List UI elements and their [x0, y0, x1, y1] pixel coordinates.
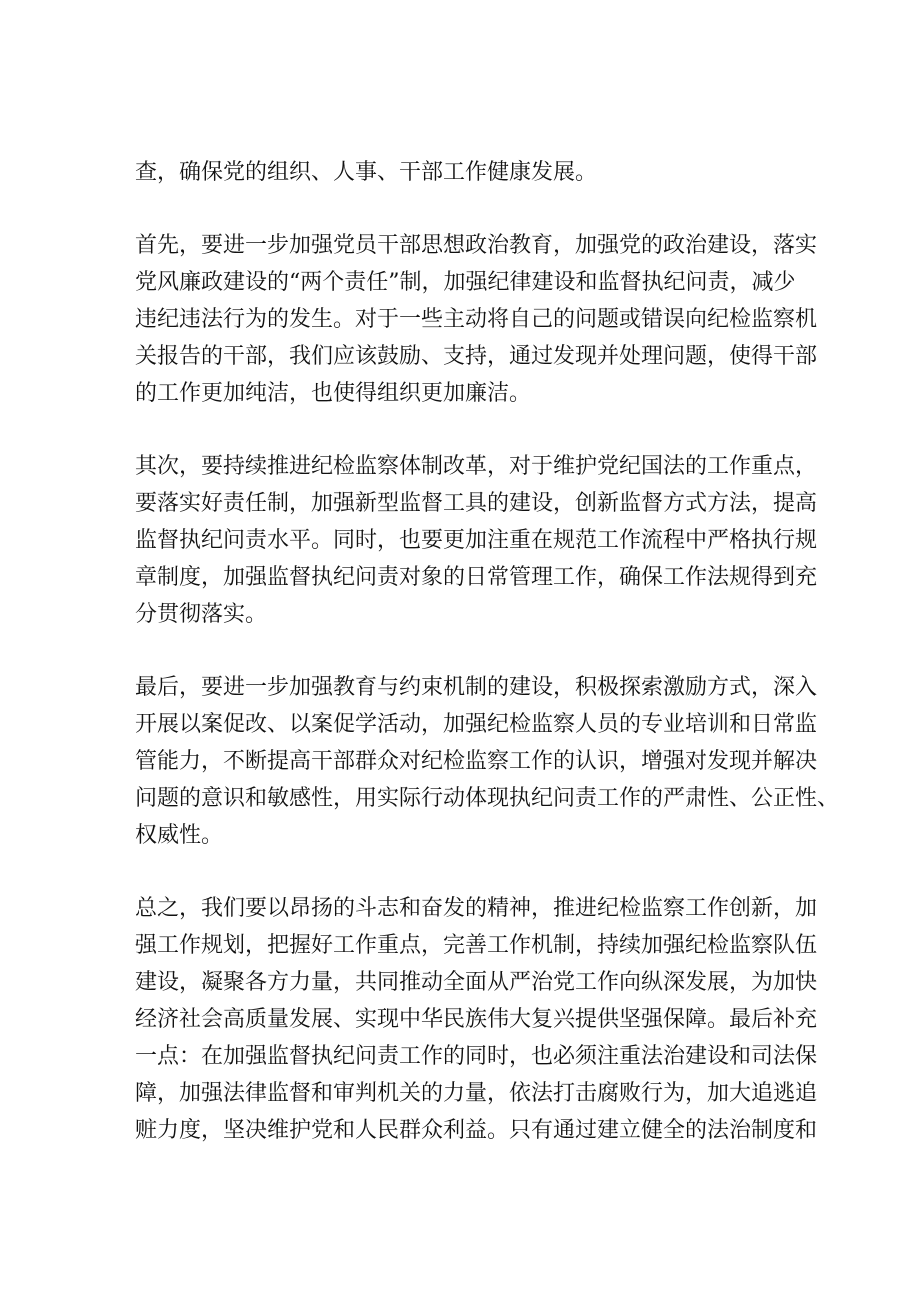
text-line: 要落实好责任制，加强新型监督工具的建设，创新监督方式方法，提高 — [135, 491, 818, 516]
text-line: 开展以案促改、以案促学活动，加强纪检监察人员的专业培训和日常监 — [135, 712, 818, 737]
text-line: 问题的意识和敏感性，用实际行动体现执纪问责工作的严肃性、公正性、 — [135, 786, 840, 811]
text-line: 查，确保党的组织、人事、干部工作健康发展。 — [135, 160, 598, 185]
text-line: 一点：在加强监督执纪问责工作的同时，也必须注重法治建设和司法保 — [135, 1044, 818, 1069]
text-line: 强工作规划，把握好工作重点，完善工作机制，持续加强纪检监察队伍 — [135, 933, 818, 958]
text-line: 障，加强法律监督和审判机关的力量，依法打击腐败行为，加大追逃追 — [135, 1081, 818, 1106]
paragraph-5 — [135, 890, 818, 1149]
paragraph-3 — [135, 448, 818, 633]
paragraph-4 — [135, 669, 840, 854]
text-line: 经济社会高质量发展、实现中华民族伟大复兴提供坚强保障。最后补充 — [135, 1007, 818, 1032]
text-line: 其次，要持续推进纪检监察体制改革，对于维护党纪国法的工作重点， — [135, 454, 818, 479]
paragraph-2 — [135, 227, 818, 412]
text-line: 的工作更加纯洁，也使得组织更加廉洁。 — [135, 381, 532, 406]
text-line: 关报告的干部，我们应该鼓励、支持，通过发现并处理问题，使得干部 — [135, 344, 818, 369]
text-line: 违纪违法行为的发生。对于一些主动将自己的问题或错误向纪检监察机 — [135, 307, 818, 332]
text-line: 章制度，加强监督执纪问责对象的日常管理工作，确保工作法规得到充 — [135, 565, 818, 590]
paragraph-spacer — [135, 633, 800, 669]
paragraph-spacer — [135, 854, 800, 890]
text-line: 党风廉政建设的“两个责任”制，加强纪律建设和监督执纪问责，减少 — [135, 270, 796, 295]
paragraph-1 — [135, 154, 800, 191]
text-line: 首先，要进一步加强党员干部思想政治教育，加强党的政治建设，落实 — [135, 233, 818, 258]
text-line: 管能力，不断提高干部群众对纪检监察工作的认识，增强对发现并解决 — [135, 749, 818, 774]
text-line: 总之，我们要以昂扬的斗志和奋发的精神，推进纪检监察工作创新，加 — [135, 896, 818, 921]
text-line: 分贯彻落实。 — [135, 602, 268, 627]
document-body — [135, 154, 840, 1149]
paragraph-spacer — [135, 191, 800, 227]
text-line: 最后，要进一步加强教育与约束机制的建设，积极探索激励方式，深入 — [135, 675, 818, 700]
text-line: 监督执纪问责水平。同时，也要更加注重在规范工作流程中严格执行规 — [135, 528, 818, 553]
paragraph-spacer — [135, 412, 800, 448]
text-line: 赃力度，坚决维护党和人民群众利益。只有通过建立健全的法治制度和 — [135, 1118, 818, 1143]
text-line: 权威性。 — [135, 823, 224, 848]
text-line: 建设，凝聚各方力量，共同推动全面从严治党工作向纵深发展，为加快 — [135, 970, 818, 995]
